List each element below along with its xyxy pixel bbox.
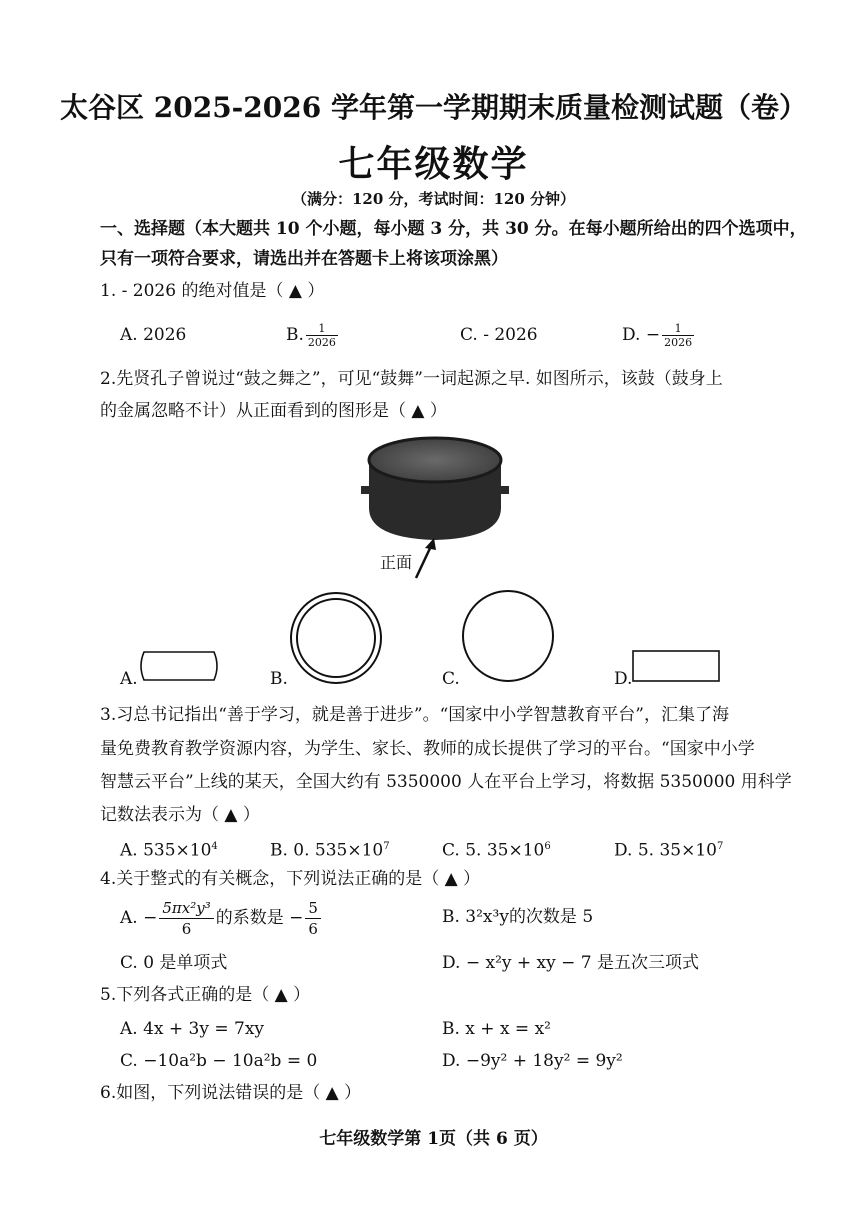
q3-option-a: A. $535\times 10^4$ <box>120 840 218 861</box>
q5-option-a: A. 4x + 3y = 7xy <box>120 1019 265 1039</box>
q5-option-c: C. −10a²b − 10a²b = 0 <box>120 1051 318 1071</box>
q5-stem: 5.下列各式正确的是（ ▲ ） <box>100 985 311 1005</box>
page-footer: 七年级数学第 1页（共 6 页） <box>319 1129 548 1149</box>
front-arrow-icon <box>410 538 440 582</box>
front-label: 正面 <box>380 553 413 572</box>
q1-option-a: A. 2026 <box>120 325 187 345</box>
q3-line2: 量免费教育教学资源内容，为学生、家长、教师的成长提供了学习的平台。“国家中小学 <box>100 739 755 759</box>
q3-line1: 3.习总书记指出“善于学习，就是善于进步”。“国家中小学智慧教育平台”，汇集了海 <box>100 705 729 725</box>
q2-option-c: C. <box>442 669 460 689</box>
exam-title: 太谷区 2025-2026 学年第一学期期末质量检测试题（卷） <box>60 91 807 124</box>
q5-option-d: D. −9y² + 18y² = 9y² <box>442 1051 623 1071</box>
q1-stem: 1. - 2026 的绝对值是（ ▲ ） <box>100 281 325 301</box>
exam-subject: 七年级数学 <box>338 143 529 185</box>
q2-option-b: B. <box>270 669 288 689</box>
q4-option-b: B. 3²x³y的次数是 5 <box>442 907 594 927</box>
q3-option-d: D. 5. $35\times 10^7$ <box>614 840 724 861</box>
q5-option-b: B. x + x = x² <box>442 1019 551 1039</box>
section-heading-line1: 一、选择题（本大题共 10 个小题，每小题 3 分，共 30 分。在每小题所给出的四个选项中， <box>100 219 807 239</box>
option-a-shape <box>136 648 222 684</box>
section-heading-line2: 只有一项符合要求，请选出并在答题卡上将该项涂黑） <box>100 249 508 269</box>
q1-option-c: C. - 2026 <box>460 325 538 345</box>
q2-line1: 2.先贤孔子曾说过“鼓之舞之”，可见“鼓舞”一词起源之早. 如图所示，该鼓（鼓身上 <box>100 369 723 389</box>
option-d-shape <box>630 648 724 684</box>
q1-option-d: D. − $\frac{1}{2026}$ <box>622 322 693 349</box>
option-b-shape <box>288 590 384 686</box>
q4-option-a: A. − $\frac{\text{5πx²y³}}{6}$ 的系数是 − $\frac{5}{6}$ <box>120 898 323 939</box>
q3-line4: 记数法表示为（ ▲ ） <box>100 805 260 825</box>
q1-option-b: B. $\frac{1}{2026}$ <box>286 322 336 349</box>
q4-option-d: D. − x²y + xy − 7 是五次三项式 <box>442 953 700 973</box>
q2-line2: 的金属忽略不计）从正面看到的图形是（ ▲ ） <box>100 401 447 421</box>
q3-line3: 智慧云平台”上线的某天，全国大约有 5350000 人在平台上学习，将数据 5350000 用科学 <box>100 772 792 792</box>
q3-option-c: C. 5. $35\times 10^6$ <box>442 840 551 861</box>
q4-option-c: C. 0 是单项式 <box>120 953 228 973</box>
q2-option-a: A. <box>120 669 138 689</box>
q3-option-b: B. 0. $535\times 10^7$ <box>270 840 390 861</box>
option-c-shape <box>460 588 556 684</box>
q4-stem: 4.关于整式的有关概念，下列说法正确的是（ ▲ ） <box>100 869 481 889</box>
exam-meta: （满分：120 分，考试时间：120 分钟） <box>291 190 576 208</box>
q6-stem: 6.如图，下列说法错误的是（ ▲ ） <box>100 1083 362 1103</box>
q2-option-d: D. <box>614 669 633 689</box>
